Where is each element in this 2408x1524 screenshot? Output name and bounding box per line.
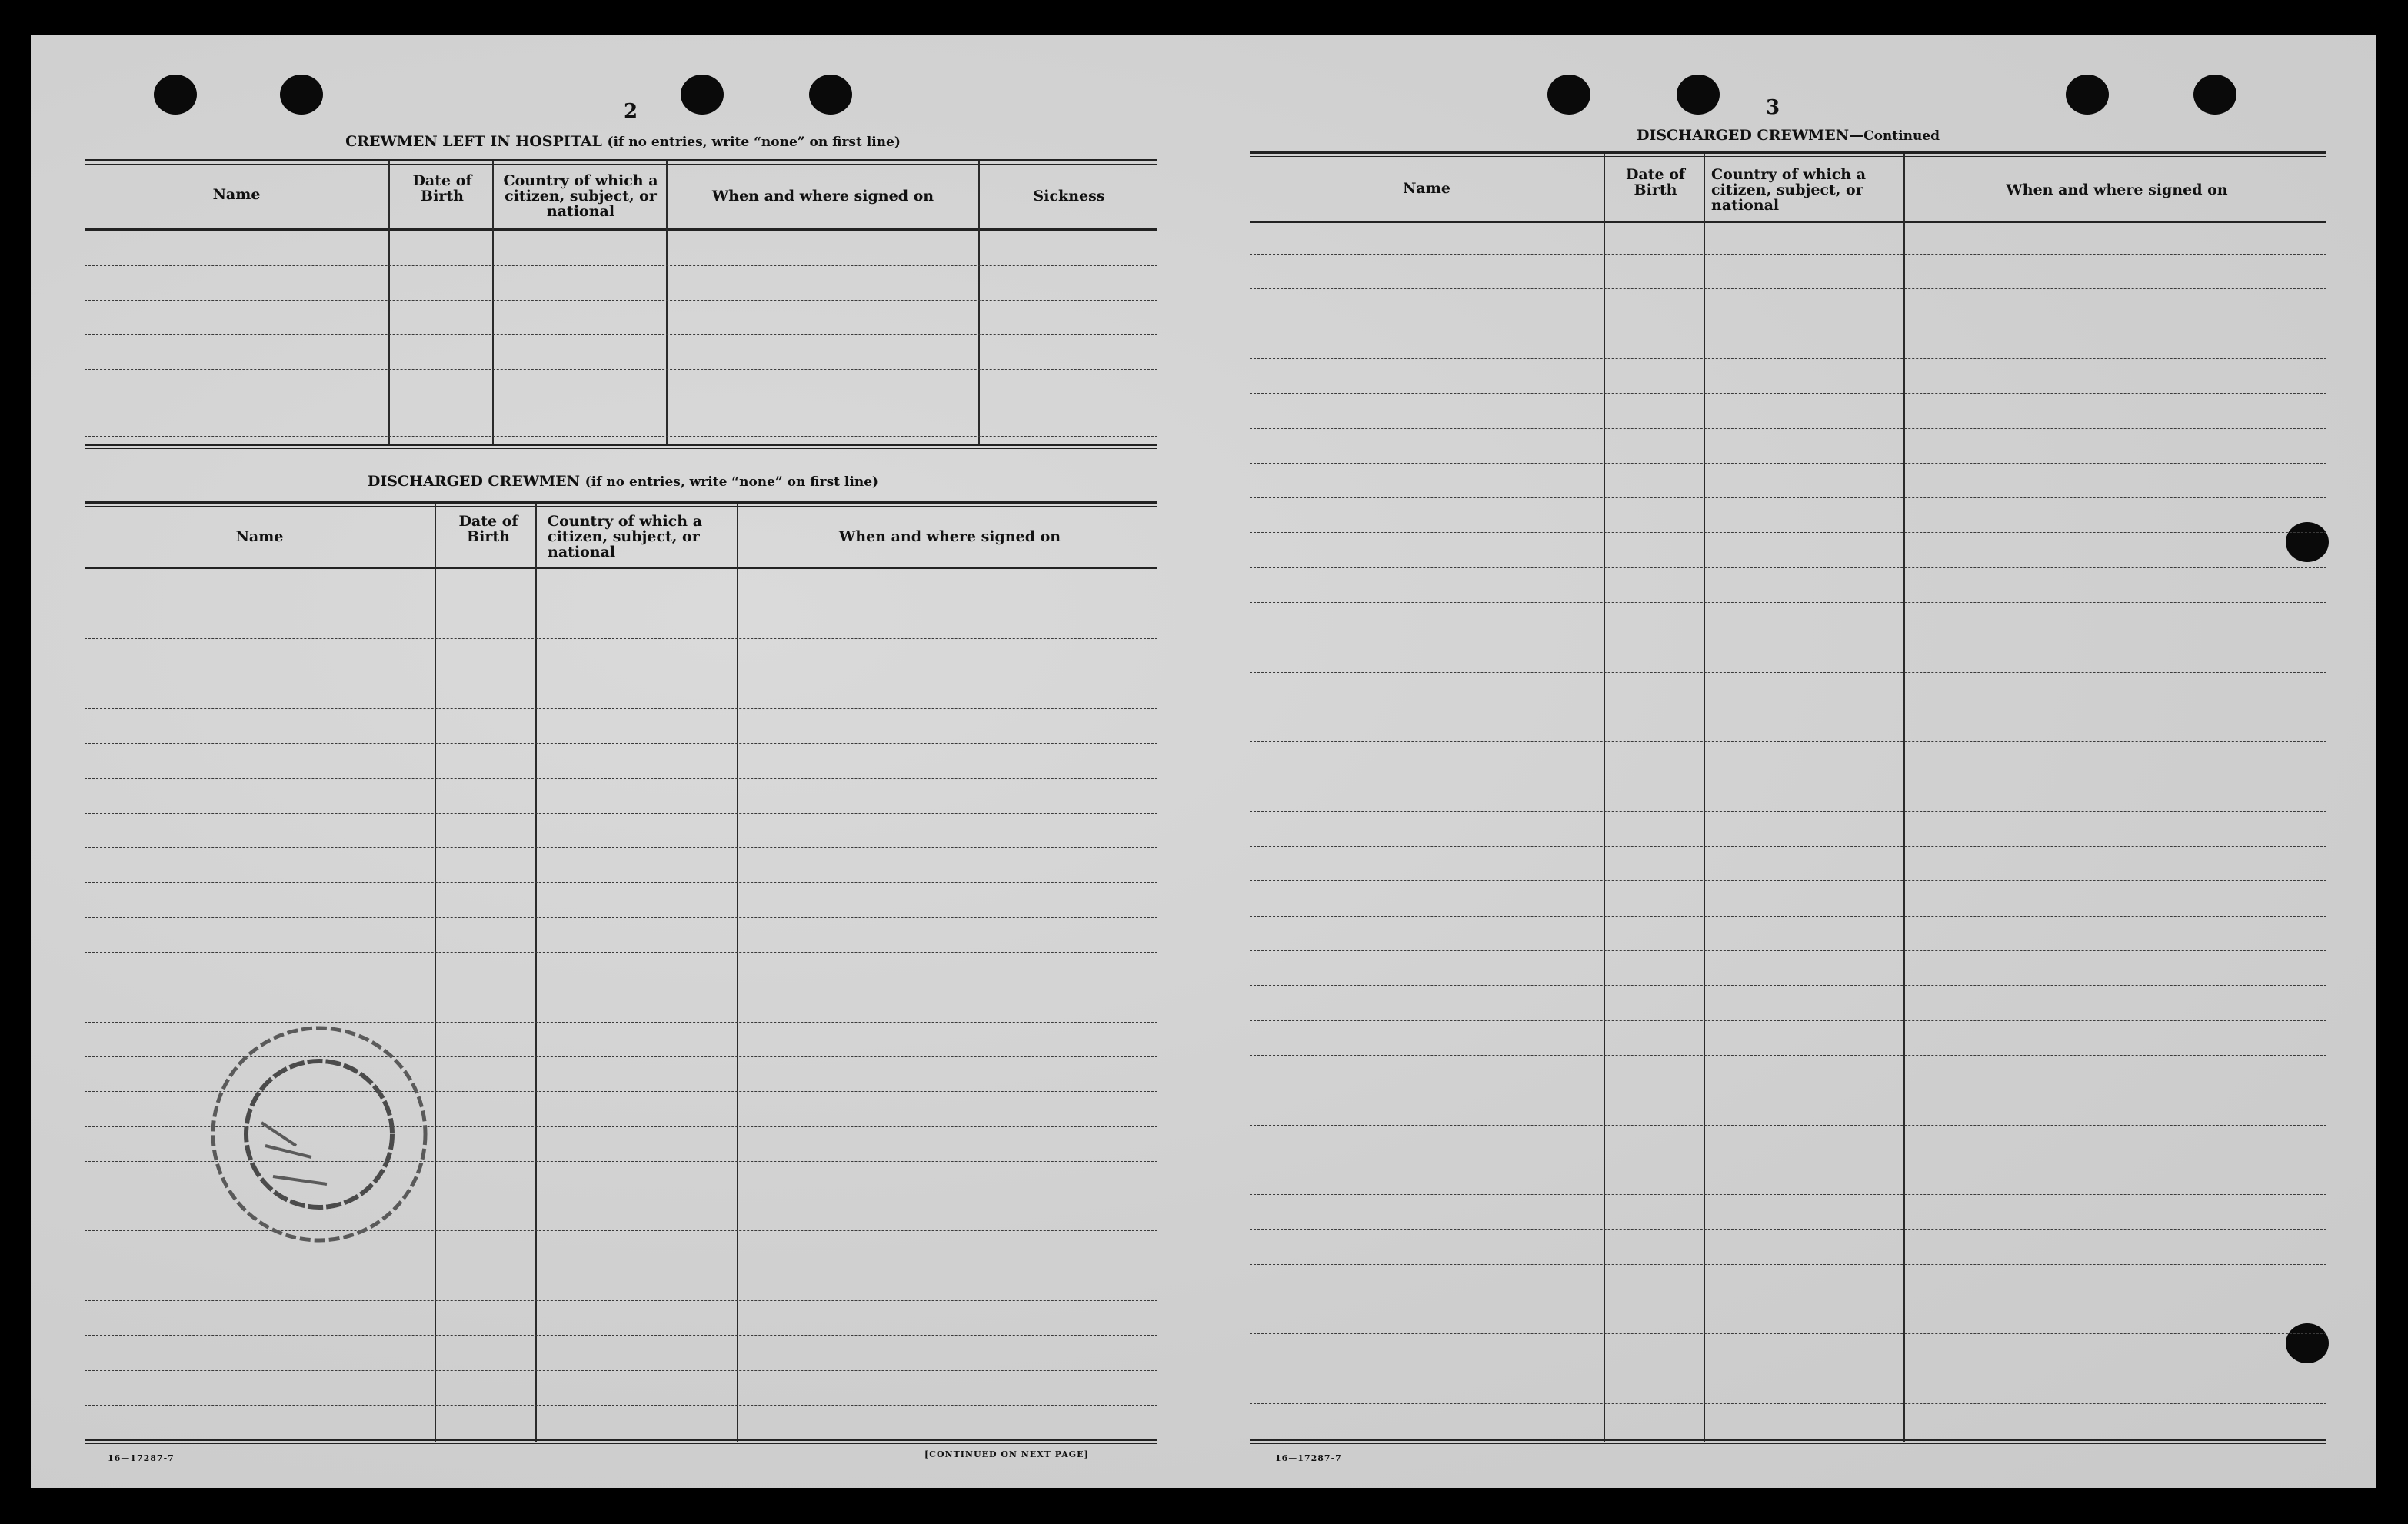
entry-line <box>1250 1403 2326 1404</box>
punch-hole <box>681 75 724 115</box>
continued-title-text: DISCHARGED CREWMEN— <box>1636 127 1864 144</box>
discharged-continued-title <box>1250 127 2326 144</box>
entry-line <box>85 813 1157 814</box>
punch-hole <box>2193 75 2236 115</box>
entry-line <box>85 847 1157 848</box>
entry-line <box>1250 1055 2326 1056</box>
page-number: 3 <box>1765 96 1780 119</box>
column-divider <box>1903 154 1905 1442</box>
entry-line <box>1250 1264 2326 1265</box>
entry-line <box>85 882 1157 883</box>
entry-line <box>85 334 1157 335</box>
entry-line <box>1250 846 2326 847</box>
entry-line <box>85 1022 1157 1023</box>
entry-line <box>85 708 1157 709</box>
col-header-date-of-birth: Date of Birth <box>1625 166 1686 198</box>
col-header-signed-on: When and where signed on <box>838 528 1061 545</box>
discharged-instruction-text: (if no entries, write “none” on first line) <box>585 474 879 490</box>
entry-line <box>1250 916 2326 917</box>
col-header-sickness: Sickness <box>1033 188 1105 205</box>
entry-line <box>1250 672 2326 673</box>
col-header-date-of-birth: Date of Birth <box>458 513 518 545</box>
entry-line <box>85 1370 1157 1371</box>
col-header-name: Name <box>235 528 284 545</box>
entry-line <box>1250 254 2326 255</box>
punch-hole <box>2286 522 2329 562</box>
entry-line <box>1250 950 2326 951</box>
entry-line <box>1250 532 2326 533</box>
table-top-rule <box>85 501 1157 507</box>
entry-line <box>85 638 1157 639</box>
table-bottom-rule <box>85 1439 1157 1444</box>
column-divider <box>737 504 738 1442</box>
entry-line <box>1250 1229 2326 1230</box>
postmark-stamp <box>204 1023 435 1246</box>
header-bottom-rule <box>85 228 1157 231</box>
stamp-mark <box>273 1176 327 1184</box>
header-bottom-rule <box>1250 221 2326 223</box>
entry-line <box>1250 463 2326 464</box>
header-bottom-rule <box>85 567 1157 569</box>
document-sheet <box>31 35 2376 1488</box>
entry-line <box>85 369 1157 370</box>
table-bottom-rule <box>85 444 1157 449</box>
entry-line <box>85 1230 1157 1231</box>
entry-line <box>1250 567 2326 568</box>
entry-line <box>1250 288 2326 289</box>
entry-line <box>1250 1020 2326 1021</box>
column-divider <box>1604 154 1605 1442</box>
entry-line <box>85 743 1157 744</box>
col-header-name: Name <box>212 186 261 203</box>
entry-line <box>85 952 1157 953</box>
entry-line <box>85 300 1157 301</box>
stamp-inner-ring <box>246 1061 392 1207</box>
page-number: 2 <box>623 100 638 123</box>
punch-hole <box>1677 75 1720 115</box>
entry-line <box>85 1335 1157 1336</box>
table-bottom-rule <box>1250 1439 2326 1444</box>
entry-line <box>1250 880 2326 881</box>
entry-line <box>1250 1194 2326 1195</box>
punch-hole <box>809 75 852 115</box>
form-number: 16—17287-7 <box>108 1453 175 1463</box>
hospital-section-title <box>85 133 1161 150</box>
entry-line <box>1250 393 2326 394</box>
col-header-signed-on: When and where signed on <box>711 188 934 205</box>
entry-line <box>1250 358 2326 359</box>
col-header-country: Country of which a citizen, subject, or national <box>548 513 703 561</box>
entry-line <box>85 265 1157 266</box>
entry-line <box>85 436 1157 437</box>
entry-line <box>1250 741 2326 742</box>
entry-line <box>1250 1125 2326 1126</box>
form-number: 16—17287-7 <box>1275 1453 1342 1463</box>
continued-note: [CONTINUED ON NEXT PAGE] <box>924 1449 1089 1459</box>
table-top-rule <box>85 159 1157 165</box>
col-header-signed-on: When and where signed on <box>2006 181 2228 198</box>
entry-line <box>1250 811 2326 812</box>
punch-hole <box>2286 1323 2329 1363</box>
punch-hole <box>1547 75 1590 115</box>
entry-line <box>1250 428 2326 429</box>
punch-hole <box>280 75 323 115</box>
entry-line <box>1250 985 2326 986</box>
stamp-mark <box>265 1146 311 1157</box>
column-divider <box>435 504 436 1442</box>
stamp-mark <box>261 1123 296 1146</box>
entry-line <box>85 1300 1157 1301</box>
entry-line <box>85 1405 1157 1406</box>
continued-suffix-text: Continued <box>1863 128 1940 144</box>
table-top-rule <box>1250 151 2326 157</box>
entry-line <box>1250 602 2326 603</box>
col-header-country: Country of which a citizen, subject, or national <box>1711 166 1867 214</box>
entry-line <box>1250 497 2326 498</box>
entry-line <box>85 917 1157 918</box>
punch-hole <box>154 75 197 115</box>
punch-hole <box>2066 75 2109 115</box>
discharged-section-title <box>85 473 1161 490</box>
column-divider <box>535 504 537 1442</box>
column-divider <box>1704 154 1705 1442</box>
col-header-country: Country of which a citizen, subject, or national <box>503 172 658 220</box>
hospital-instruction-text: (if no entries, write “none” on first line) <box>607 135 901 150</box>
hospital-title-text: CREWMEN LEFT IN HOSPITAL <box>345 133 602 150</box>
entry-line <box>85 778 1157 779</box>
col-header-name: Name <box>1403 180 1450 197</box>
entry-line <box>1250 1333 2326 1334</box>
col-header-date-of-birth: Date of Birth <box>412 172 472 205</box>
discharged-title-text: DISCHARGED CREWMEN <box>367 473 581 490</box>
